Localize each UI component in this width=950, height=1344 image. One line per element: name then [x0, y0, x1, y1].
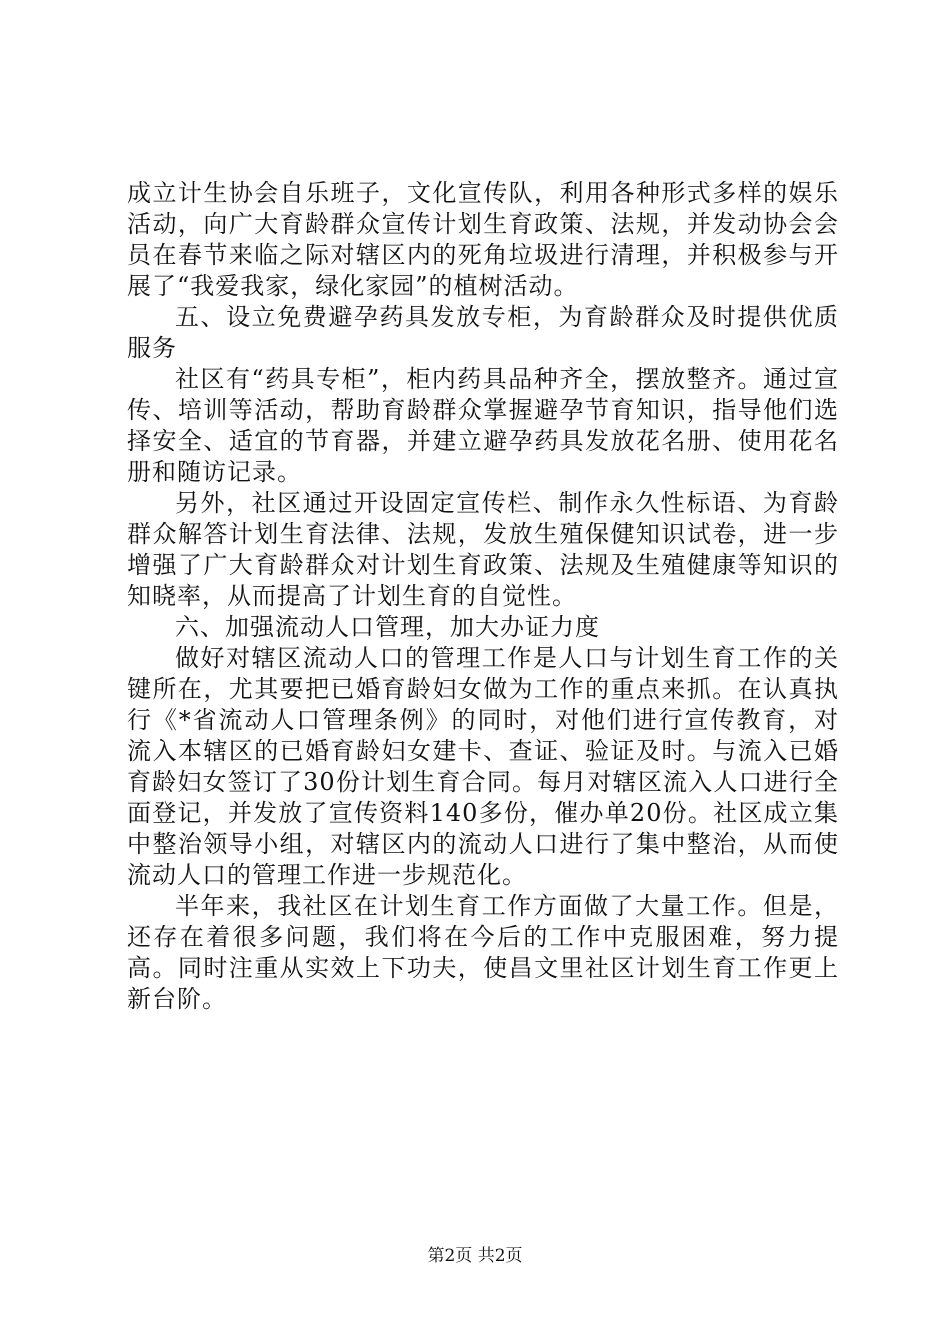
paragraph-conclusion: 半年来，我社区在计划生育工作方面做了大量工作。但是，还存在着很多问题，我们将在今后的工作中克服困难，努力提高。同时注重从实效上下功夫，使昌文里社区计划生育工作更上新台阶。	[127, 892, 839, 1013]
paragraph-activities: 成立计生协会自乐班子，文化宣传队，利用各种形式多样的娱乐活动，向广大育龄群众宣传计划生育政策、法规，并发动协会会员在春节来临之际对辖区内的死角垃圾进行清理，并积极参与开展了“我爱我家，绿化家园”的植树活动。	[127, 179, 839, 300]
page-number-footer: 第2页 共2页	[427, 1246, 523, 1266]
document-body	[127, 178, 839, 1015]
paragraph-contraceptive-cabinet: 社区有“药具专柜”，柜内药具品种齐全，摆放整齐。通过宣传、培训等活动，帮助育龄群众掌握避孕节育知识，指导他们选择安全、适宜的节育器，并建立避孕药具发放花名册、使用花名册和随访记录。	[127, 365, 839, 486]
paragraph-floating-population: 做好对辖区流动人口的管理工作是人口与计划生育工作的关键所在，尤其要把已婚育龄妇女做为工作的重点来抓。在认真执行《*省流动人口管理条例》的同时，对他们进行宣传教育，对流入本辖区的已婚育龄妇女建卡、查证、验证及时。与流入已婚育龄妇女签订了30份计划生育合同。每月对辖区流入人口进行全面登记，并发放了宣传资料140多份，催办单20份。社区成立集中整治领导小组，对辖区内的流动人口进行了集中整治，从而使流动人口的管理工作进一步规范化。	[127, 644, 839, 889]
section-heading-five: 五、设立免费避孕药具发放专柜，为育龄群众及时提供优质服务	[127, 303, 839, 362]
section-heading-six: 六、加强流动人口管理，加大办证力度	[175, 613, 600, 641]
paragraph-publicity: 另外，社区通过开设固定宣传栏、制作永久性标语、为育龄群众解答计划生育法律、法规，发放生殖保健知识试卷，进一步增强了广大育龄群众对计划生育政策、法规及生殖健康等知识的知晓率，从而提高了计划生育的自觉性。	[127, 489, 839, 610]
